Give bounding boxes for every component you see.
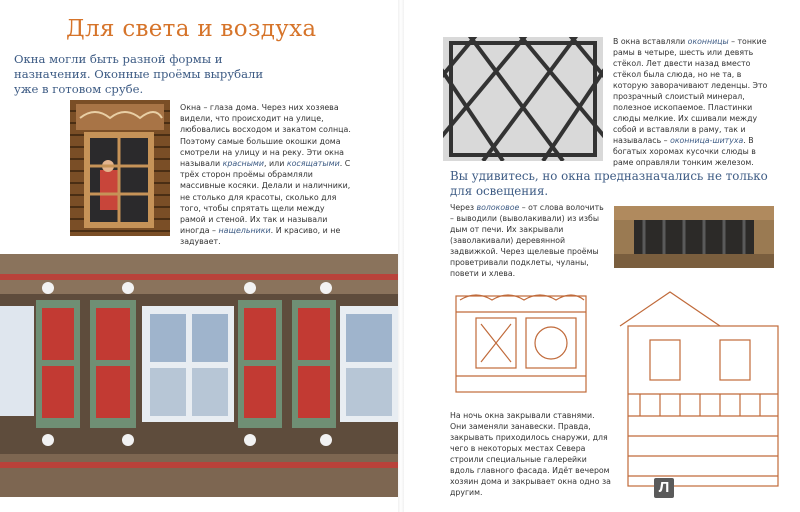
photo-mica-window — [443, 37, 603, 161]
term-kosyashchatye: косящатыми — [286, 159, 340, 169]
body-text-okonnitsy — [613, 36, 776, 168]
body-text: – тонкие рамы в четыре, шесть или девять стёкол. Лет двести назад вместо стёкол была слюда, но не та, в которую заворачивают леденцы. Это прозрачный слоистый минерал, полезное ископаемое. Пластинки слюды мелкие. Их сшивали между собой и вставляли в раму, так и называлась – — [613, 37, 768, 145]
body-text: . И красиво, и не задувает. — [180, 226, 341, 247]
lead-paragraph: Окна могли быть разной формы и назначения. Оконные проёмы вырубали уже в готовом срубе. — [14, 52, 264, 96]
term-nashchelniki: нащельники — [218, 226, 271, 236]
body-text: . В богатых хоромах кусочки слюды в раме оправляли тонким железом. — [613, 136, 756, 167]
publisher-logo: Л — [654, 478, 674, 498]
body-text-shutters: На ночь окна закрывали ставнями. Они заменяли занавески. Правда, закрывать приходилось снаружи, для чего в некоторых местах Севера строили специальные галерейки вдоль главного фасада. Идёт вечером хозяин дома и закрывает окна одно за другим. — [450, 411, 611, 497]
term-krasnye: красными — [222, 159, 265, 169]
body-text: Через — [450, 203, 477, 212]
body-text: Окна – глаза дома. Через них хозяева видели, что происходит на улице, любовались восходом и закатом солнца. Поэтому самые большие окошки дома смотрели на улицу и на реку. Эти окна называли — [180, 103, 351, 169]
photo-decorated-shutters — [0, 254, 398, 497]
term-okonnitsa-shitukha: оконница-шитуха — [670, 136, 744, 145]
body-text-eyes-of-house — [180, 102, 352, 248]
book-gutter — [398, 0, 404, 512]
section-subhead: Вы удивитесь, но окна предназначались не только для освещения. — [450, 169, 768, 198]
photo-volokovoe-window — [614, 206, 774, 268]
body-text: , или — [264, 159, 287, 169]
photo-window-with-child — [70, 100, 170, 236]
term-volokovoe: волоковое — [476, 203, 520, 212]
body-text-volokovoe — [450, 202, 608, 279]
body-text: – от слова волочить – выводили (выволакивали) из избы дым от печи. Их закрывали (заволакивали) деревянной задвижкой. Через щелевые проёмы проветривали подклеты, чуланы, повети и хлева. — [450, 203, 604, 278]
sketch-house-gallery — [610, 286, 785, 496]
sketch-window-facade — [446, 288, 596, 400]
term-okonnitsy: оконницы — [687, 37, 729, 46]
body-text: . С трёх сторон проёмы обрамляли массивные косяки. Делали и наличники, не столько для красоты, сколько для того, чтобы спрятать щели между рамой и стеной. Их так и называли иногда – — [180, 159, 351, 236]
page-title: Для света и воздуха — [66, 16, 317, 42]
body-text: В окна вставляли — [613, 37, 688, 46]
